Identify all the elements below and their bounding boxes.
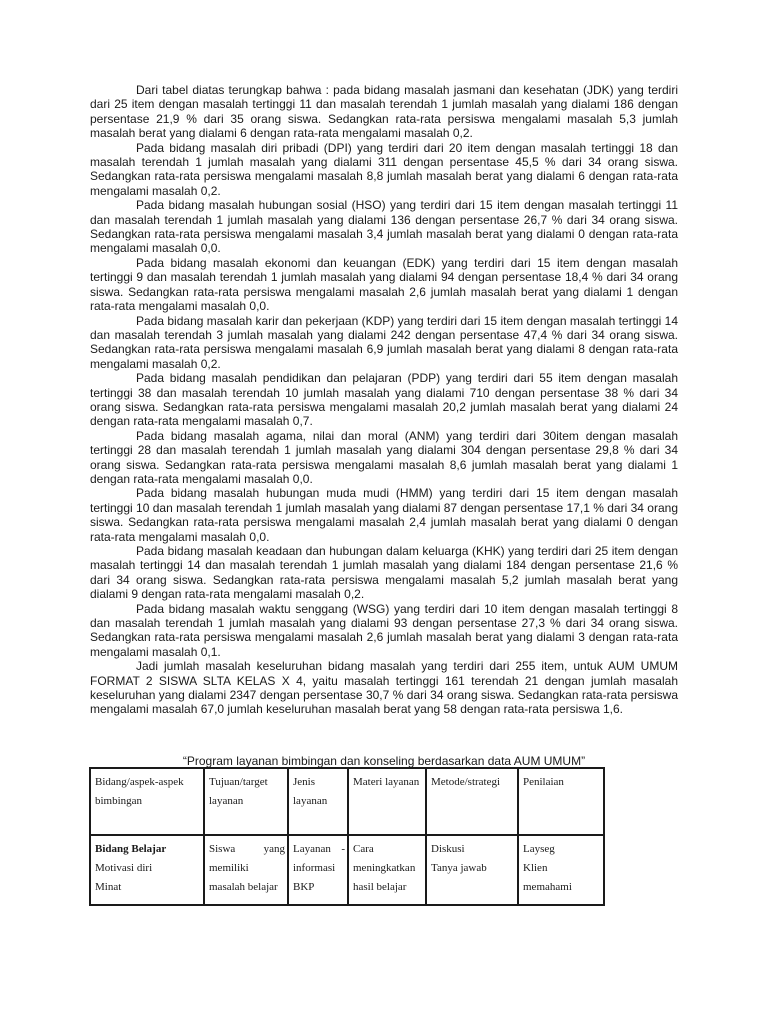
program-table [89, 767, 605, 906]
cell-materi-line: Cara [353, 843, 374, 855]
paragraph-hmm: Pada bidang masalah hubungan muda mudi (HMM) yang terdiri dari 15 item dengan masalah tertinggi 10 dan masalah terendah 1 jumlah masalah yang dialami 87 dengan persentase 17,1 % dari 34 orang siswa. Sedangkan rata-rata persiswa mengalami masalah 2,4 jumlah masalah berat yang dialami 0 dengan rata-rata mengalami masalah 0,0. [90, 486, 678, 544]
header-bidang-line: bimbingan [95, 795, 143, 807]
cell-bidang [90, 835, 204, 905]
document-body [90, 83, 678, 717]
header-penilaian-line: Penilaian [523, 776, 564, 788]
paragraph-khk: Pada bidang masalah keadaan dan hubungan dalam keluarga (KHK) yang terdiri dari 25 item dengan masalah tertinggi 14 dan masalah terendah 1 jumlah masalah yang dialami 184 dengan persentase 21,6 % dari 34 orang siswa. Sedangkan rata-rata persiswa mengalami masalah 5,2 jumlah masalah berat yang dialami 9 dengan rata-rata mengalami masalah 0,2. [90, 544, 678, 602]
header-penilaian [518, 768, 604, 835]
paragraph-jdk: Dari tabel diatas terungkap bahwa : pada bidang masalah jasmani dan kesehatan (JDK) yang terdiri dari 25 item dengan masalah tertinggi 11 dan masalah terendah 1 jumlah masalah yang dialami 186 dengan persentase 21,9 % dari 35 orang siswa. Sedangkan rata-rata persiswa mengalami masalah 5,3 jumlah masalah berat yang dialami 6 dengan rata-rata mengalami masalah 0,2. [90, 83, 678, 141]
paragraph-edk: Pada bidang masalah ekonomi dan keuangan (EDK) yang terdiri dari 15 item dengan masalah tertinggi 9 dan masalah terendah 1 jumlah masalah yang dialami 94 dengan persentase 18,4 % dari 34 orang siswa. Sedangkan rata-rata persiswa mengalami masalah 2,6 jumlah masalah berat yang dialami 1 dengan rata-rata mengalami masalah 0,0. [90, 255, 678, 314]
cell-jenis-first-line [293, 840, 345, 859]
paragraph-summary: Jadi jumlah masalah keseluruhan bidang masalah yang terdiri dari 255 item, untuk AUM UMUM FORMAT 2 SISWA SLTA KELAS X 4, yaitu masalah tertinggi 161 terendah 21 dengan jumlah masalah keseluruhan yang dialami 2347 dengan persentase 30,7 % dari 34 orang siswa. Sedangkan rata-rata persiswa mengalami masalah 67,0 jumlah keseluruhan masalah berat yang 58 dengan rata-rata persiswa 1,6. [90, 659, 678, 717]
cell-bidang-title: Bidang Belajar [95, 843, 167, 855]
cell-tujuan-line: memiliki [209, 862, 249, 874]
header-jenis-line: layanan [293, 795, 328, 807]
table-caption: “Program layanan bimbingan dan konseling berdasarkan data AUM UMUM” [182, 754, 586, 768]
header-tujuan-line: Tujuan/target [209, 776, 268, 788]
cell-materi-line: hasil belajar [353, 881, 407, 893]
cell-bidang-line: Motivasi diri [95, 862, 153, 874]
cell-tujuan [204, 835, 288, 905]
header-tujuan [204, 768, 288, 835]
cell-tujuan-first-line [209, 840, 285, 859]
paragraph-dpi: Pada bidang masalah diri pribadi (DPI) yang terdiri dari 20 item dengan masalah tertinggi 18 dan masalah terendah 1 jumlah masalah yang dialami 311 dengan persentase 45,5 % dari 34 orang siswa. Sedangkan rata-rata persiswa mengalami masalah 8,8 jumlah masalah berat yang dialami 6 dengan rata-rata mengalami masalah 0,2. [90, 140, 678, 198]
table-header-row [90, 768, 604, 835]
table-row [90, 835, 604, 905]
paragraph-anm: Pada bidang masalah agama, nilai dan moral (ANM) yang terdiri dari 30item dengan masalah tertinggi 28 dan masalah terendah 1 jumlah masalah yang dialami 304 dengan persentase 29,8 % dari 34 orang siswa. Sedangkan rata-rata persiswa mengalami masalah 8,6 jumlah masalah berat yang dialami 1 dengan rata-rata mengalami masalah 0,0. [90, 428, 678, 486]
cell-jenis-line: informasi [293, 862, 336, 874]
header-metode [426, 768, 518, 835]
cell-metode-line: Tanya jawab [431, 862, 487, 874]
header-jenis-line: Jenis [293, 776, 315, 788]
header-bidang [90, 768, 204, 835]
header-bidang-line: Bidang/aspek-aspek [95, 776, 184, 788]
cell-tujuan-word: yang [263, 843, 285, 855]
cell-penilaian-line: memahami [523, 881, 572, 893]
paragraph-hso: Pada bidang masalah hubungan sosial (HSO) yang terdiri dari 15 item dengan masalah tertinggi 11 dan masalah terendah 1 jumlah masalah yang dialami 136 dengan persentase 26,7 % dari 34 orang siswa. Sedangkan rata-rata persiswa mengalami masalah 3,4 jumlah masalah berat yang dialami 0 dengan rata-rata mengalami masalah 0,0. [90, 198, 678, 256]
cell-jenis-word: Layanan [293, 843, 331, 855]
paragraph-wsg: Pada bidang masalah waktu senggang (WSG) yang terdiri dari 10 item dengan masalah tertinggi 8 dan masalah terendah 1 jumlah masalah yang dialami 93 dengan persentase 27,3 % dari 34 orang siswa. Sedangkan rata-rata persiswa mengalami masalah 2,6 jumlah masalah berat yang dialami 3 dengan rata-rata mengalami masalah 0,1. [90, 601, 678, 659]
cell-tujuan-word: Siswa [209, 843, 236, 855]
cell-penilaian-line: Layseg [523, 843, 555, 855]
cell-metode-line: Diskusi [431, 843, 465, 855]
cell-tujuan-line: masalah belajar [209, 881, 278, 893]
paragraph-pdp: Pada bidang masalah pendidikan dan pelajaran (PDP) yang terdiri dari 55 item dengan masalah tertinggi 38 dan masalah terendah 10 jumlah masalah yang dialami 710 dengan persentase 38 % dari 34 orang siswa. Sedangkan rata-rata persiswa mengalami masalah 20,2 jumlah masalah berat yang dialami 24 dengan rata-rata mengalami masalah 0,7. [90, 371, 678, 429]
cell-materi [348, 835, 426, 905]
cell-jenis-dash: - [341, 843, 345, 855]
cell-bidang-line: Minat [95, 881, 122, 893]
header-materi-line: Materi layanan [353, 776, 420, 788]
cell-metode [426, 835, 518, 905]
cell-materi-line: meningkatkan [353, 862, 416, 874]
header-metode-line: Metode/strategi [431, 776, 501, 788]
header-materi [348, 768, 426, 835]
cell-jenis [288, 835, 348, 905]
header-tujuan-line: layanan [209, 795, 244, 807]
header-jenis [288, 768, 348, 835]
paragraph-kdp: Pada bidang masalah karir dan pekerjaan (KDP) yang terdiri dari 15 item dengan masalah tertinggi 14 dan masalah terendah 3 jumlah masalah yang dialami 242 dengan persentase 47,4 % dari 34 orang siswa. Sedangkan rata-rata persiswa mengalami masalah 6,9 jumlah masalah berat yang dialami 8 dengan rata-rata mengalami masalah 0,2. [90, 313, 678, 371]
cell-penilaian-line: Klien [523, 862, 548, 874]
cell-penilaian [518, 835, 604, 905]
cell-jenis-line: BKP [293, 881, 315, 893]
